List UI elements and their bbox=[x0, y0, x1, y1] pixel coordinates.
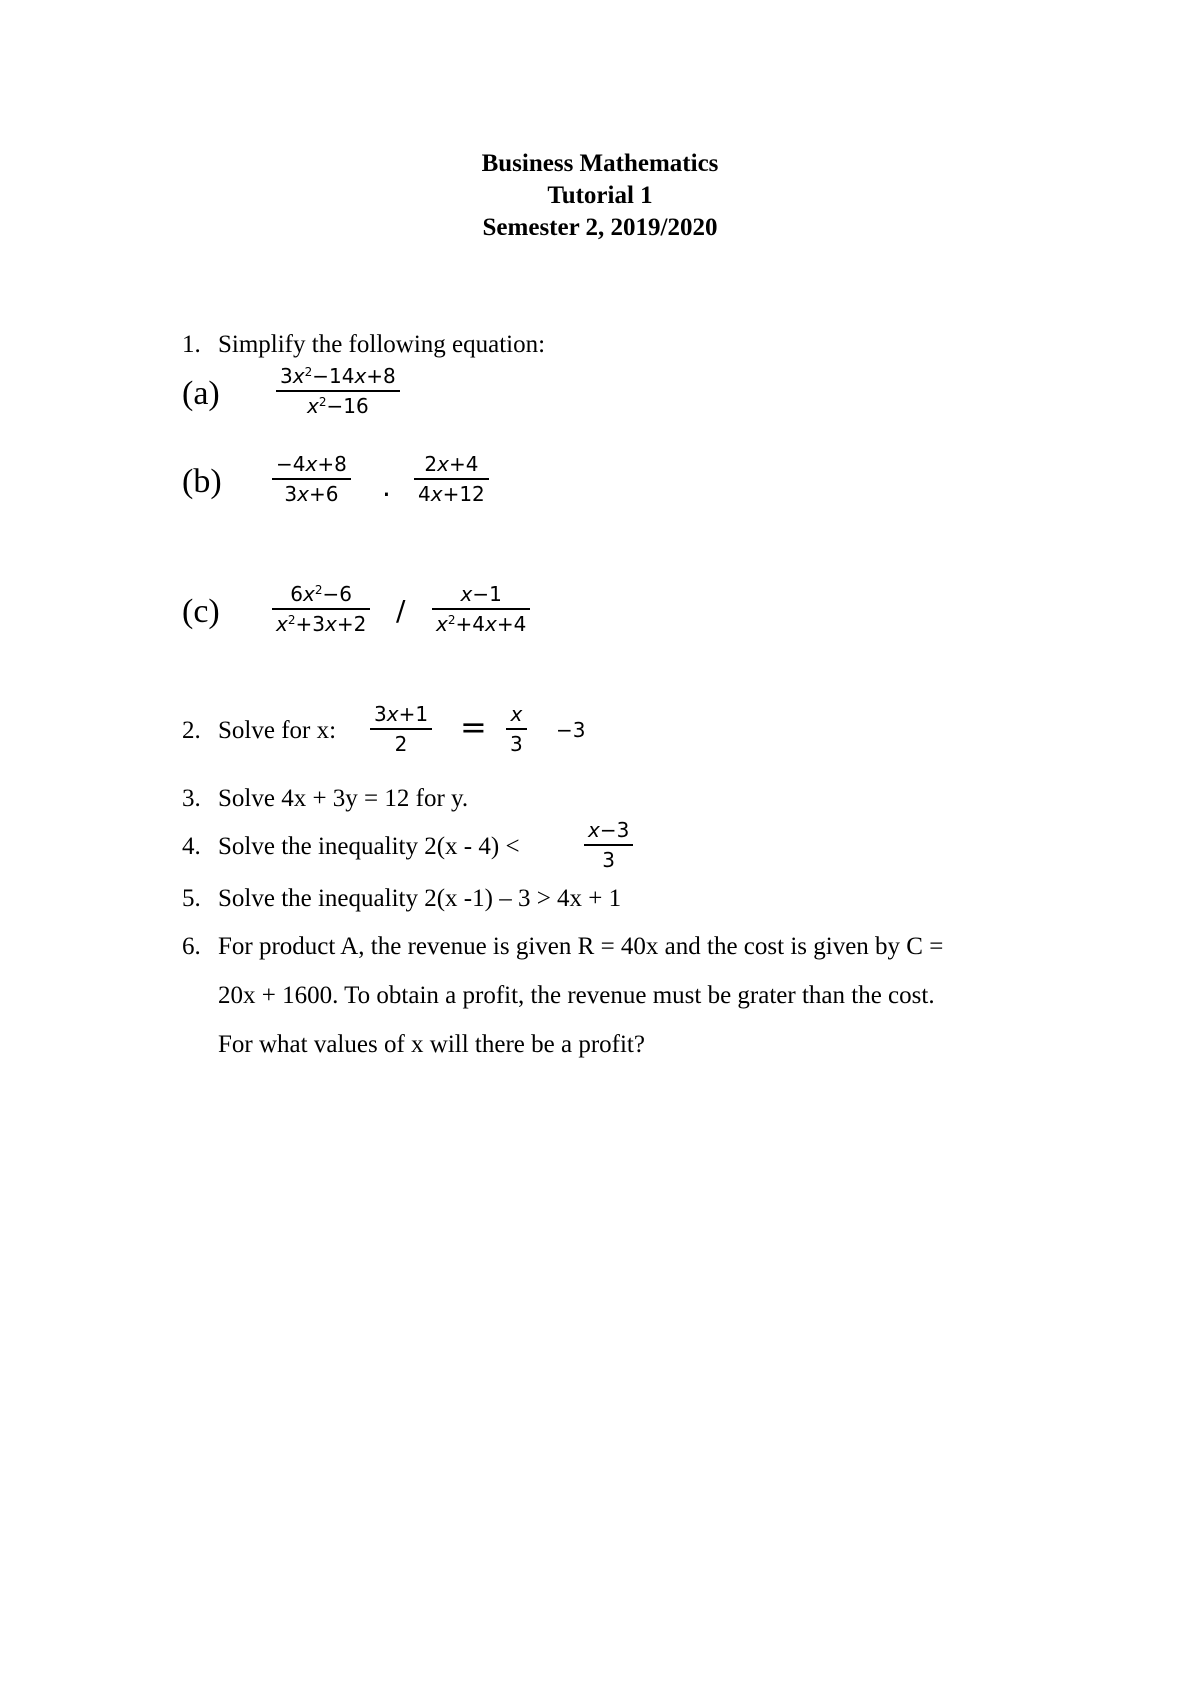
inequality-fraction bbox=[584, 818, 633, 872]
tutorial-title: Tutorial 1 bbox=[547, 182, 653, 209]
numerator: $6x^2-6$ bbox=[290, 582, 352, 606]
question-number: 1. bbox=[182, 331, 201, 358]
numerator: x−3 bbox=[588, 818, 630, 842]
fraction-bar bbox=[276, 390, 400, 392]
semester-title: Semester 2, 2019/2020 bbox=[482, 214, 718, 241]
numerator: x bbox=[510, 702, 523, 726]
question-number: 2. bbox=[182, 717, 201, 744]
expression-1a bbox=[276, 364, 400, 418]
document-header bbox=[0, 148, 1200, 244]
question-text-line-1: For product A, the revenue is given R = 40x and the cost is given by C = bbox=[218, 933, 944, 960]
numerator: 3x+1 bbox=[374, 702, 429, 726]
question-text-line-2: 20x + 1600. To obtain a profit, the revenue must be grater than the cost. bbox=[218, 982, 935, 1009]
question-number: 4. bbox=[182, 833, 201, 860]
equation-left-fraction bbox=[370, 702, 432, 756]
question-number: 6. bbox=[182, 933, 201, 960]
fraction-bar bbox=[506, 728, 527, 730]
divide-operator: / bbox=[396, 594, 406, 627]
fraction-bar bbox=[584, 844, 633, 846]
fraction-bar bbox=[432, 608, 530, 610]
fraction-bar bbox=[272, 478, 351, 480]
equation-right-fraction bbox=[506, 702, 527, 756]
part-label-a: (a) bbox=[182, 375, 220, 412]
fraction-bar bbox=[272, 608, 370, 610]
denominator: 2 bbox=[394, 732, 408, 756]
equation-tail: −3 bbox=[556, 718, 586, 742]
denominator: $x^2+4x+4$ bbox=[436, 612, 527, 636]
fraction-bar bbox=[370, 728, 432, 730]
part-label-c: (c) bbox=[182, 593, 220, 630]
denominator: $x^2-16$ bbox=[307, 394, 369, 418]
expression-1c-right bbox=[432, 582, 530, 636]
expression-1c-left bbox=[272, 582, 370, 636]
numerator: $3x^2-14x+8$ bbox=[280, 364, 396, 388]
denominator: $x^2+3x+2$ bbox=[276, 612, 367, 636]
equals-sign: = bbox=[460, 708, 487, 746]
question-text: Solve the inequality 2(x - 4) < bbox=[218, 833, 520, 860]
denominator: 3 bbox=[510, 732, 523, 756]
course-title: Business Mathematics bbox=[481, 150, 719, 177]
denominator: 3x+6 bbox=[284, 482, 339, 506]
fraction-bar bbox=[414, 478, 489, 480]
expression-1b-left bbox=[272, 452, 351, 506]
part-label-b: (b) bbox=[182, 463, 222, 500]
denominator: 3 bbox=[602, 848, 616, 872]
numerator: x−1 bbox=[460, 582, 502, 606]
question-text-line-3: For what values of x will there be a profit? bbox=[218, 1031, 645, 1058]
question-text: Simplify the following equation: bbox=[218, 331, 546, 358]
denominator: 4x+12 bbox=[418, 482, 485, 506]
multiply-operator: . bbox=[382, 470, 391, 503]
question-number: 5. bbox=[182, 885, 201, 912]
numerator: 2x+4 bbox=[424, 452, 479, 476]
expression-1b-right bbox=[414, 452, 489, 506]
question-text: Solve 4x + 3y = 12 for y. bbox=[218, 785, 469, 812]
numerator: −4x+8 bbox=[276, 452, 347, 476]
question-text: Solve for x: bbox=[218, 717, 337, 744]
question-text: Solve the inequality 2(x -1) – 3 > 4x + 1 bbox=[218, 885, 622, 912]
question-number: 3. bbox=[182, 785, 201, 812]
